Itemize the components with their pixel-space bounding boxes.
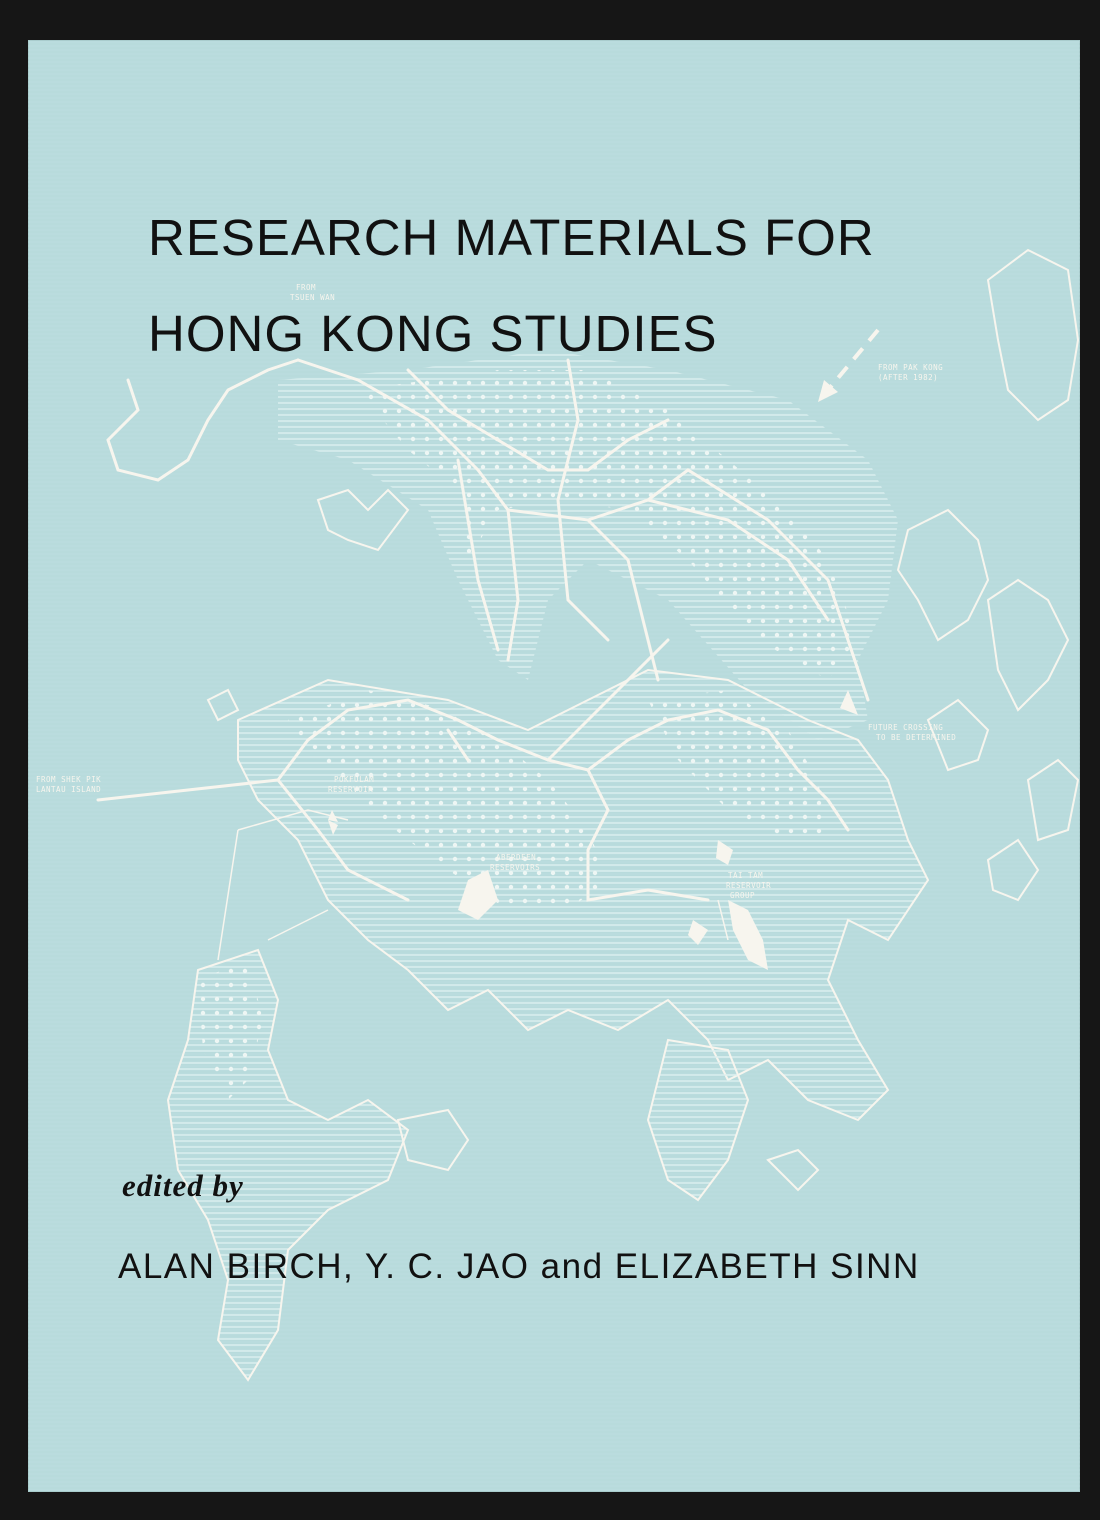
book-cover (28, 40, 1080, 1492)
label-from-pak-kong: FROM PAK KONG (AFTER 1982) (878, 363, 944, 382)
edited-by-label: edited by (122, 1168, 244, 1203)
title-line-1: RESEARCH MATERIALS FOR (148, 209, 875, 266)
title-line-2: HONG KONG STUDIES (148, 305, 718, 362)
label-aberdeen-reservoirs: ABERDEEN RESERVOIRS (490, 853, 541, 872)
label-from-shek-pik: FROM SHEK PIK LANTAU ISLAND (36, 775, 102, 794)
label-tai-tam-reservoir-group: TAI TAM RESERVOIR GROUP (726, 871, 772, 900)
book-title (148, 190, 875, 382)
label-from-tsuen-wan: FROM TSUEN WAN (290, 283, 336, 302)
label-future-crossing: FUTURE CROSSING TO BE DETERMINED (868, 723, 957, 742)
authors-line: ALAN BIRCH, Y. C. JAO and ELIZABETH SINN (118, 1247, 920, 1286)
label-pokfulam-reservoir: POKFULAM RESERVOIR (328, 775, 375, 794)
